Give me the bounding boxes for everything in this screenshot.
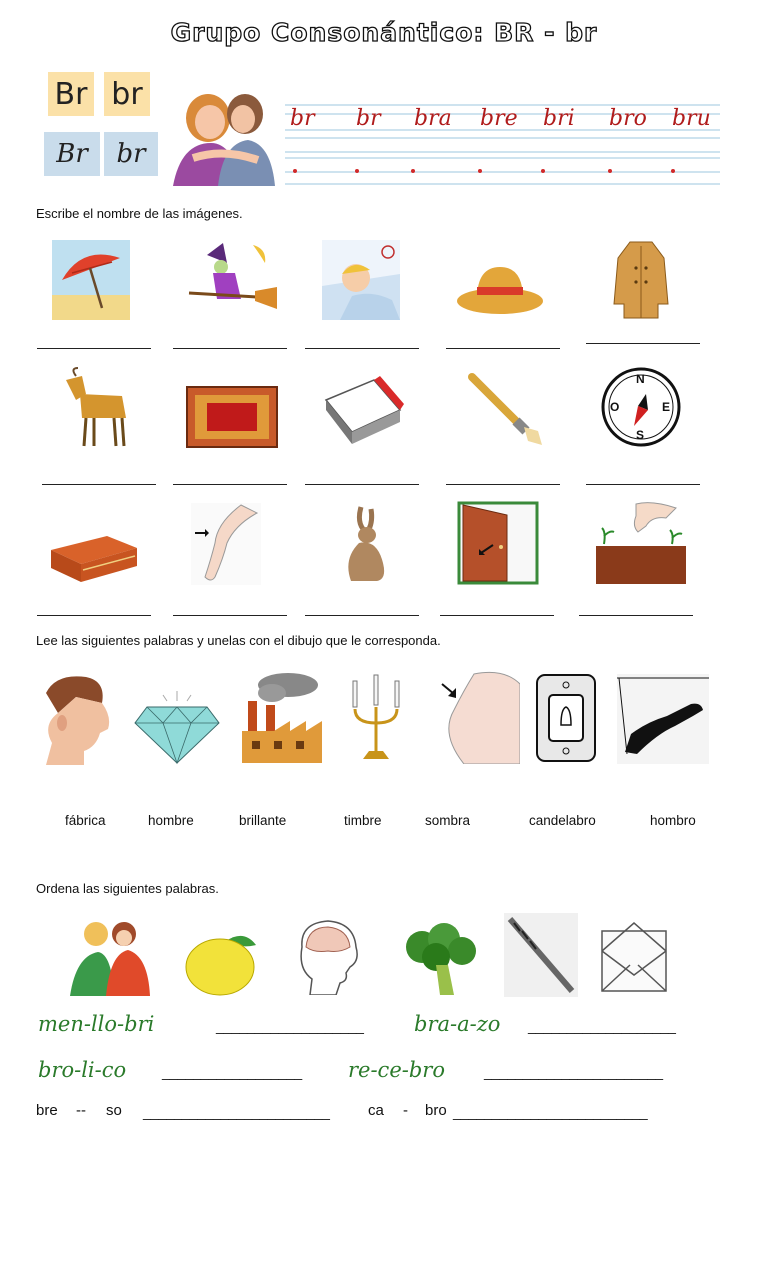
word-hombre[interactable]: hombre: [148, 813, 194, 828]
drill-bit-icon: [504, 913, 578, 997]
word-candelabro[interactable]: candelabro: [529, 813, 596, 828]
instruction-write-names: Escribe el nombre de las imágenes.: [36, 206, 243, 221]
door-icon: [457, 501, 539, 585]
answer-line-4[interactable]: [446, 348, 560, 349]
scramble-bro-li-co: bro-li-co: [38, 1058, 127, 1082]
card-br-print: br: [104, 72, 150, 116]
scramble-men-llo-bri: men-llo-bri: [38, 1012, 155, 1036]
hug-illustration-icon: [163, 88, 278, 186]
word-sombra[interactable]: sombra: [425, 813, 471, 828]
instruction-match-words: Lee las siguientes palabras y unelas con el dibujo que le corresponda.: [36, 633, 441, 648]
card-Br-cursive: Br: [44, 132, 100, 176]
answer-line-12[interactable]: [173, 615, 287, 616]
broccoli-icon: [400, 921, 480, 997]
shadow-icon: [617, 674, 709, 764]
doorbell-icon: [535, 673, 597, 763]
diamond-icon: [133, 689, 221, 765]
hat-icon: [455, 259, 545, 317]
answer-blank-2[interactable]: ___________________: [528, 1018, 676, 1034]
word-brillante[interactable]: brillante: [239, 813, 287, 828]
card-br-cursive: br: [104, 132, 158, 176]
answer-line-8[interactable]: [305, 484, 419, 485]
answer-line-15[interactable]: [579, 615, 693, 616]
answer-line-3[interactable]: [305, 348, 419, 349]
answer-blank-6[interactable]: _________________________: [453, 1104, 648, 1120]
card-Br-print: Br: [48, 72, 94, 116]
syllable-bre: bre: [36, 1102, 58, 1119]
word-hombro[interactable]: hombro: [650, 813, 696, 828]
syllable-br-1: br: [290, 106, 315, 131]
witch-on-broom-icon: [187, 237, 277, 317]
hare-icon: [333, 503, 395, 585]
answer-line-13[interactable]: [305, 615, 419, 616]
fever-boy-icon: [322, 240, 400, 320]
compass-letter-o: O: [610, 400, 620, 414]
word-timbre[interactable]: timbre: [344, 813, 382, 828]
separator-1: --: [76, 1102, 86, 1119]
syllable-bri: bri: [543, 106, 575, 131]
separator-2: -: [403, 1102, 408, 1119]
answer-line-9[interactable]: [446, 484, 560, 485]
answer-line-6[interactable]: [42, 484, 156, 485]
answer-blank-3[interactable]: __________________: [162, 1064, 303, 1080]
notebook-icon: [320, 374, 406, 450]
lemon-icon: [182, 927, 264, 997]
instruction-order-words: Ordena las siguientes palabras.: [36, 881, 219, 896]
scramble-bra-a-zo: bra-a-zo: [414, 1012, 501, 1036]
answer-line-5[interactable]: [586, 343, 700, 344]
candelabra-icon: [345, 671, 407, 763]
book-icon: [47, 530, 139, 586]
arm-icon: [191, 503, 261, 585]
brain-icon: [290, 917, 362, 995]
rug-icon: [185, 385, 279, 449]
word-fabrica[interactable]: fábrica: [65, 813, 106, 828]
factory-icon: [238, 671, 324, 763]
compass-letter-s: S: [636, 428, 645, 442]
syllable-bro: bro: [425, 1102, 447, 1119]
answer-line-7[interactable]: [173, 484, 287, 485]
syllable-bru: bru: [672, 106, 711, 131]
syllable-bra: bra: [414, 106, 452, 131]
answer-line-11[interactable]: [37, 615, 151, 616]
umbrella-icon: [52, 240, 130, 320]
scramble-re-ce-bro: re-ce-bro: [348, 1058, 445, 1082]
syllable-bro: bro: [609, 106, 647, 131]
man-head-icon: [36, 673, 118, 765]
hug-icon: [66, 916, 154, 996]
compass-letter-e: E: [662, 400, 671, 414]
brush-icon: [466, 371, 548, 449]
answer-blank-1[interactable]: ___________________: [216, 1018, 364, 1034]
compass-letter-n: N: [636, 372, 645, 386]
answer-blank-5[interactable]: ________________________: [143, 1104, 330, 1120]
answer-line-10[interactable]: [586, 484, 700, 485]
answer-line-1[interactable]: [37, 348, 151, 349]
goat-icon: [62, 366, 130, 450]
answer-blank-4[interactable]: _______________________: [484, 1064, 664, 1080]
envelope-icon: [598, 919, 670, 995]
syllable-ca: ca: [368, 1102, 384, 1119]
syllable-br-2: br: [356, 106, 381, 131]
answer-line-2[interactable]: [173, 348, 287, 349]
shoulder-icon: [434, 664, 520, 764]
coat-icon: [612, 238, 670, 320]
sowing-hand-icon: [596, 496, 686, 584]
syllable-so: so: [106, 1102, 122, 1119]
page-title: Grupo Consonántico: BR - br: [170, 18, 598, 47]
syllable-bre: bre: [480, 106, 518, 131]
answer-line-14[interactable]: [440, 615, 554, 616]
